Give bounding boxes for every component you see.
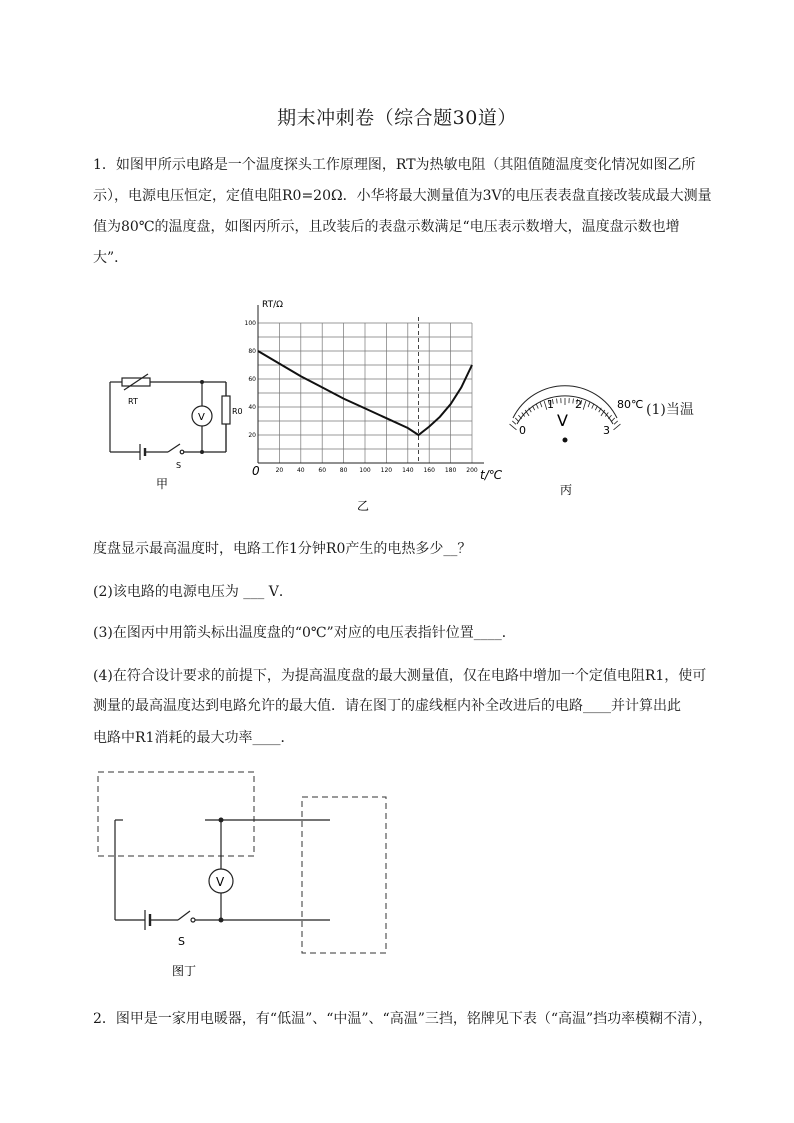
figure-ding-circuit	[90, 765, 390, 985]
dial-tick	[614, 421, 618, 424]
dial-label-1: 1	[547, 398, 554, 411]
dashed-box-left	[98, 772, 254, 856]
voltmeter-label: V	[198, 412, 205, 423]
figure-yi-caption: 乙	[357, 499, 370, 513]
dial-tick	[595, 406, 597, 410]
dial-tick	[611, 418, 614, 422]
y-tick-label: 80	[248, 348, 256, 355]
dial-temp-label: 80℃	[617, 398, 644, 411]
x-tick-label: 80	[339, 467, 348, 474]
x-tick-label: 140	[402, 467, 414, 474]
question-1-part4-line1: (4)在符合设计要求的前提下，为提高温度盘的最大测量值，仅在电路中增加一个定值电阻R1，使可	[93, 668, 707, 684]
x-tick-label: 100	[359, 467, 371, 474]
y-axis-label: RT/Ω	[262, 300, 284, 310]
figure-bing-dial	[505, 370, 644, 500]
dial-tick	[515, 418, 518, 422]
dial-tick	[588, 402, 590, 407]
x-tick-label: 120	[380, 467, 393, 474]
chart-origin: 0	[252, 464, 260, 478]
figure-bing-caption: 丙	[560, 483, 573, 497]
dial-label-0: 0	[519, 424, 526, 437]
dial-tick	[583, 401, 586, 410]
question-2-stem: 2．图甲是一家用电暖器，有“低温”、“中温”、“高温”三挡，铭牌见下表（“高温”挡功率模糊不清），	[93, 1011, 713, 1027]
x-tick-label: 180	[444, 467, 457, 474]
figure-jia-caption: 甲	[156, 477, 169, 491]
question-1-part2: (2)该电路的电源电压为 ___ V．	[93, 584, 293, 600]
dial-tick	[510, 424, 517, 430]
question-1-stem: 1．如图甲所示电路是一个温度探头工作原理图，RT为热敏电阻（其阻值随温度变化情况如图乙所示），电源电压恒定，定值电阻R0=20Ω．小华将最大测量值为3V的电压表表盘直接改装成最大测量值为80℃的温度盘，如图丙所示，且改装后的表盘示数满足“电压表示数增大，温度盘示数也增大”．	[93, 157, 712, 266]
x-tick-label: 60	[318, 467, 327, 474]
dial-label-3: 3	[603, 424, 610, 437]
question-1-part1-start: (1)当温	[646, 402, 694, 418]
page-title: 期末冲刺卷（综合题30道）	[277, 107, 517, 129]
x-tick-label: 40	[296, 467, 305, 474]
figure-yi-chart	[244, 295, 503, 520]
question-1-part1: 度盘显示最高温度时，电路工作1分钟R0产生的电热多少__？	[93, 541, 472, 557]
x-axis-label: t/℃	[480, 468, 503, 482]
dial-tick	[540, 402, 542, 407]
ding-voltmeter-label: V	[216, 875, 225, 889]
figure-ding-caption: 图丁	[172, 964, 197, 978]
dial-tick	[573, 398, 574, 403]
x-tick-label: 20	[275, 467, 284, 474]
dial-pivot	[563, 438, 568, 443]
question-1-part4-line3: 电路中R1消耗的最大功率____．	[93, 730, 295, 746]
dial-tick	[536, 404, 538, 409]
dial-meter-label: V	[557, 411, 568, 430]
x-tick-label: 200	[466, 467, 478, 474]
question-1-part4-line2: 测量的最高温度达到电路允许的最大值．请在图丁的虚线框内补全改进后的电路____并计算出此	[93, 698, 681, 714]
x-tick-label: 160	[423, 467, 435, 474]
y-tick-label: 20	[248, 432, 256, 439]
y-tick-label: 100	[244, 320, 256, 327]
dial-tick	[557, 398, 558, 403]
r0-label: R0	[232, 407, 243, 416]
figure-jia-circuit	[100, 370, 243, 495]
y-tick-label: 60	[248, 376, 256, 383]
dial-tick	[592, 404, 594, 409]
dial-tick	[512, 421, 516, 424]
dial-tick	[532, 406, 534, 410]
dial-label-2: 2	[575, 398, 582, 411]
switch-label: S	[176, 461, 182, 470]
rt-label: RT	[128, 397, 138, 406]
ding-switch-label: S	[178, 935, 185, 948]
y-tick-label: 40	[248, 404, 256, 411]
dial-tick	[614, 424, 621, 430]
question-1-part3: (3)在图丙中用箭头标出温度盘的“0℃”对应的电压表指针位置____．	[93, 625, 516, 641]
